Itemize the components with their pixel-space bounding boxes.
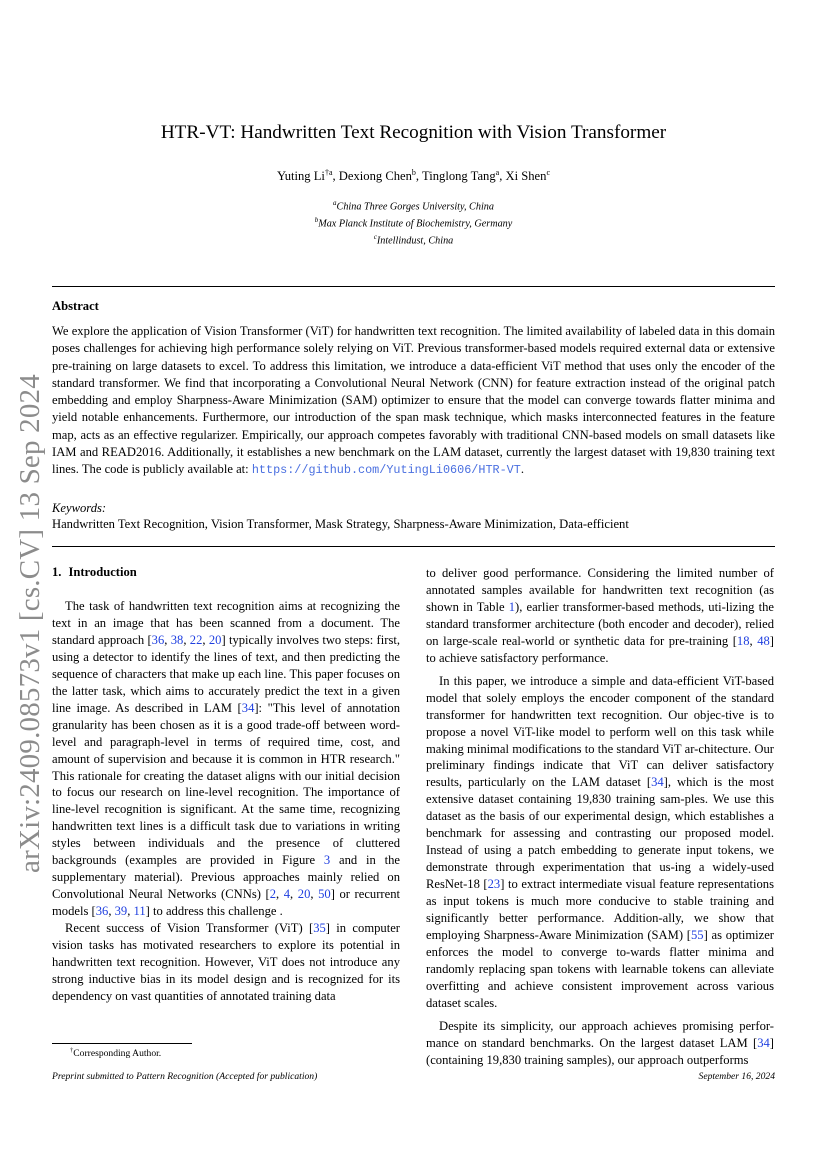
body-text: , [749,633,758,648]
body-text: , [183,632,190,647]
code-url-link[interactable]: https://github.com/YutingLi0606/HTR-VT [251,463,521,478]
citation-link[interactable]: 20 [208,632,222,647]
body-text: ] in computer vision tasks has motivated researchers to explore its potential in handwritten text recognition. However, ViT does not introduce any strong inductive bias in its model design and is recognized for its dependency on vast quantities of annotated training data [52,921,400,1003]
left-column [52,598,400,1005]
footnote-text: Corresponding Author. [73,1048,162,1060]
author-affiliation-mark: a [495,168,500,177]
footnote-mark: † [70,1047,74,1054]
body-text: ], which is the most extensive dataset containing 19,830 training sam-ples. We use this dataset as the basis of our experimental design, which establishes a benchmark for assessing and contrasting our proposed model. Instead of using a patch embedding to generate input tokens, we demonstrate through experimentation that us-ing a widely-used ResNet-18 [ [426,775,774,892]
affiliation-name: China Three Gorges University, China [336,201,494,213]
arxiv-identifier-stamp: arXiv:2409.08573v1 [cs.CV] 13 Sep 2024 [14,374,46,873]
affiliation-list [0,197,827,247]
intro-paragraph-2 [52,920,400,1005]
citation-link[interactable]: 34 [241,700,255,715]
keywords-text: Handwritten Text Recognition, Vision Transformer, Mask Strategy, Sharpness-Aware Minimization, Data-efficient [52,517,629,531]
body-text: ] typically involves two steps: first, using a detector to identify the lines of text, and then predicting the sequence of characters that make up each line. This paper focuses on the latter task, which aims to accurately predict the text in a given line image. As described in LAM [ [52,632,400,715]
citation-link[interactable]: 36 [151,632,165,647]
affiliation [0,214,827,231]
affiliation [0,197,827,214]
intro-paragraph-3 [426,673,774,1012]
section-number: 1. [52,565,62,579]
body-text: The task of handwritten text recognition aims at recognizing the text in an image that has been scanned from a document. The standard approach [ [52,599,400,647]
code-url-suffix: . [520,462,524,477]
body-text: ] as optimizer enforces the model to converge to-wards flatter minima and randomly replacing span tokens with learnable tokens can alleviate overfitting and achieve consistent improvement across various dataset scales. [426,928,774,1010]
right-column [426,565,774,1069]
body-text: ] to extract intermediate visual feature representations as input tokens is much more conducive to stable training and significantly better performance. Addition-ally, we show that employing Sharpness-Aware Minimization (SAM) [ [426,877,774,943]
footnote [70,1047,161,1059]
author-name: Xi Shen [505,169,547,184]
abstract-paragraph: We explore the application of Vision Transformer (ViT) for handwritten text recognition. The limited availability of labeled data in this domain poses challenges for achieving high performance solely relying on ViT. Previous transformer-based models required external data or extensive pre-training on large datasets to excel. To address this limitation, we introduce a data-efficient ViT method that uses only the encoder of the standard transformer. We find that incorporating a Convolutional Neural Network (CNN) for feature extraction instead of the original patch embedding and employ Sharpness-Aware Minimization (SAM) optimizer to ensure that the model can converge towards flatter minima and yield notable enhancements. Furthermore, our introduction of the span mask technique, which masks interconnected features in the feature map, acts as an effective regularizer. Empirically, our approach competes favorably with traditional CNN-based models on small datasets like IAM and READ2016. Additionally, it establishes a new benchmark on the LAM dataset, currently the largest dataset with 19,830 training text lines. The code is publicly available at: [52,324,775,477]
body-text: , [164,632,171,647]
affiliation-mark: a [333,199,337,207]
author-name: Yuting Li [277,169,325,184]
citation-link[interactable]: 34 [757,1035,770,1050]
citation-link[interactable]: 18 [736,633,750,648]
intro-paragraph-1 [52,598,400,920]
footnote-divider [52,1043,192,1044]
body-text: Despite its simplicity, our approach achieves promising perfor-mance on standard benchmarks. On the largest dataset LAM [ [426,1018,774,1050]
body-text: ] (containing 19,830 training samples), our approach outperforms [426,1035,774,1067]
author-affiliation-mark: c [546,168,550,177]
citation-link[interactable]: 11 [133,904,146,919]
citation-link[interactable]: 4 [283,887,291,902]
citation-link[interactable]: 48 [757,633,770,648]
affiliation-mark: c [373,232,377,241]
citation-link[interactable]: 23 [487,877,501,892]
intro-paragraph-4 [426,1018,774,1069]
affiliation-name: Max Planck Institute of Biochemistry, Germany [318,218,513,230]
section-title: Introduction [68,565,137,579]
body-text: ), earlier transformer-based methods, uti-lizing the standard transformer architecture (both encoder and decoder), relied on large-scale real-world or synthetic data for pre-training [ [426,599,774,648]
body-text: , [290,887,298,902]
citation-link[interactable]: 2 [269,887,276,902]
section-heading-introduction [52,565,137,580]
body-text: In this paper, we introduce a simple and data-efficient ViT-based model that solely employs the encoder component of the standard transformer for handwritten text recognition. Our objec-tive is to propose a novel ViT-like model to perform well on this task while making minimal modifications to the standard ViT ar-chitecture. Our preliminary findings indicate that ViT can deliver satisfactory results, particularly on the LAM dataset [ [426,673,774,790]
affiliation-mark: b [314,215,319,224]
citation-link[interactable]: 39 [114,904,128,919]
author-name: Dexiong Chen [338,169,412,184]
citation-link[interactable]: 35 [313,921,326,936]
author-affiliation-mark: b [411,168,416,177]
footer-venue: Preprint submitted to Pattern Recognition (Accepted for publication) [52,1071,318,1082]
top-divider [52,286,775,287]
body-text: Recent success of Vision Transformer (ViT) [ [65,921,314,936]
body-text: , [202,632,209,647]
citation-link[interactable]: 22 [189,632,203,647]
citation-link[interactable]: 1 [508,599,515,614]
author-list: Yuting Li$^{\dagger a}$, Dexiong Chen$^b$, Tinglong Tang$^a$, Xi Shen$^c$ [277,168,550,184]
paper-title: HTR-VT: Handwritten Text Recognition with Vision Transformer [160,122,667,143]
body-text: ] or recurrent models [ [52,887,400,919]
abstract-text [52,323,775,480]
author-affiliation-mark: †a [324,168,333,177]
citation-link[interactable]: 36 [95,904,109,919]
abstract-heading: Abstract [52,299,99,313]
body-text: , [108,904,115,919]
citation-link[interactable]: 55 [690,928,704,943]
affiliation-name: Intellindust, China [376,234,454,246]
citation-link[interactable]: 34 [651,775,664,790]
footer-date: September 16, 2024 [698,1071,775,1082]
body-text: , [127,904,134,919]
body-text: ] to achieve satisfactory performance. [426,633,774,665]
citation-link[interactable]: 3 [323,853,331,868]
body-text: , [310,887,319,902]
affiliation [0,231,827,248]
body-text: , [276,887,284,902]
citation-link[interactable]: 50 [318,887,331,902]
body-text: ]: "This level of annotation granularity has been chosen as it is a good trade-off between word-level and paragraph-level in terms of required time, cost, and amount of supervision and because it is common in HTR research." This rationale for creating the dataset aligns with our initial decision to focus our research on line-level recognition. The importance of line-level recognition is significant. At the same time, recognizing handwritten text lines is a difficult task due to variations in writing styles between individuals and the presence of cluttered backgrounds (examples are provided in Figure [52,700,400,868]
body-text: to deliver good performance. Considering the limited number of annotated samples available for handwritten text recognition (as shown in Table [426,566,774,614]
keywords-divider [52,546,775,547]
citation-link[interactable]: 20 [297,887,311,902]
keywords-label: Keywords: [52,501,107,515]
author-name: Tinglong Tang [421,169,496,184]
citation-link[interactable]: 38 [170,632,184,647]
intro-paragraph-continued [426,565,774,667]
body-text: and in the supplementary material). Previous approaches mainly relied on Convolutional Neural Networks (CNNs) [ [52,853,401,902]
body-text: ] to address this challenge . [145,904,283,919]
